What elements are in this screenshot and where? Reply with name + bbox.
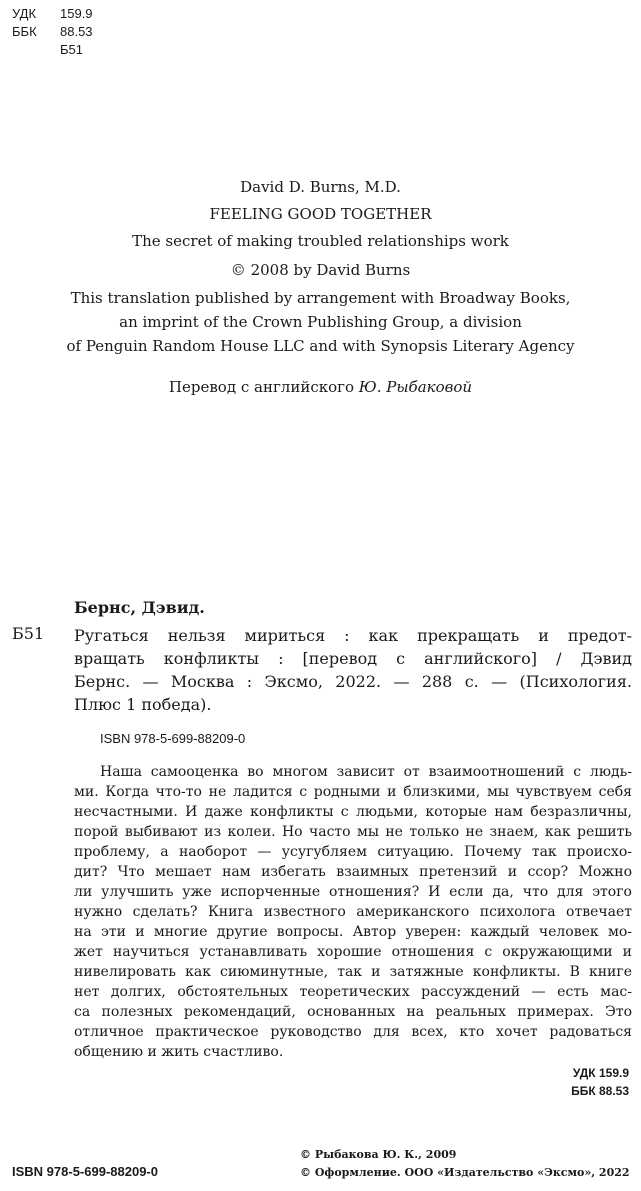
original-title: FEELING GOOD TOGETHER [209,205,432,223]
bottom-udk: УДК 159.9 [572,1066,629,1080]
record-mark: Б51 [12,624,45,643]
original-copyright: © 2008 by David Burns [230,261,411,279]
footer-isbn: ISBN 978-5-699-88209-0 [12,1164,158,1179]
translation-credit [0,378,641,396]
bottom-bbk: ББК 88.53 [571,1084,629,1098]
bbk-value: 88.53 [60,24,93,39]
udk-value: 159.9 [60,6,93,21]
annotation-line: дит? Что мешает нам избегать взаимных претензий и ссор? Можно [74,864,632,880]
annotation-line: общению и жить счастливо. [74,1044,284,1060]
record-title-line: вращать конфликты : [перевод с английского] / Дэвид [74,649,632,668]
annotation-line: нет долгих, обстоятельных теоретических рассуждений — есть мас- [74,984,632,1000]
annotation-line: отличное практическое руководство для всех, кто хочет радоваться [74,1024,632,1040]
annotation-line: нужно сделать? Книга известного американского психолога отвечает [74,904,632,920]
annotation-line: жет научиться устанавливать хорошие отношения с окружающими и [74,944,632,960]
translation-prefix: Перевод с английского [168,378,359,396]
license-line: an imprint of the Crown Publishing Group, a division [119,313,522,331]
annotation-line: ми. Когда что-то не ладится с родными и близкими, мы чувствуем себя [74,784,632,800]
annotation-line: нивелировать как сиюминутные, так и затяжные конфликты. В книге [74,964,632,980]
bbk-label: ББК [12,24,37,39]
record-title-line: Ругаться нельзя мириться : как прекращать и предот- [74,626,632,645]
copyright-translation: © Рыбакова Ю. К., 2009 [300,1148,457,1161]
record-title-line: Плюс 1 победа). [74,695,212,714]
annotation-line: порой выбивают из колеи. Но часто мы не только не знаем, как решить [74,824,632,840]
annotation-line: на эти и многие другие вопросы. Автор уверен: каждый человек мо- [74,924,632,940]
translator-name: Ю. Рыбаковой [358,378,473,396]
original-author: David D. Burns, M.D. [240,178,401,196]
record-author-heading: Бернс, Дэвид. [74,598,205,617]
original-subtitle: The secret of making troubled relationships work [132,232,509,250]
record-isbn: ISBN 978-5-699-88209-0 [100,731,246,746]
annotation-line: ли улучшить уже испорченные отношения? И если да, что для этого [74,884,632,900]
annotation-line: Наша самооценка во многом зависит от взаимоотношений с людь- [100,764,632,780]
record-title-line: Бернс. — Москва : Эксмо, 2022. — 288 с. — (Психология. [74,672,632,691]
author-mark: Б51 [60,42,83,57]
record-title [74,624,632,716]
copyright-design: © Оформление. ООО «Издательство «Эксмо», 2022 [300,1166,630,1179]
license-line: This translation published by arrangement with Broadway Books, [70,289,571,307]
license-line: of Penguin Random House LLC and with Synopsis Literary Agency [66,337,575,355]
udk-label: УДК [12,6,37,21]
annotation [74,762,632,1062]
annotation-line: проблему, а наоборот — усугубляем ситуацию. Почему так происхо- [74,844,632,860]
annotation-line: са полезных рекомендаций, основанных на реальных примерах. Это [74,1004,632,1020]
annotation-line: несчастными. И даже конфликты с людьми, которые нам безразличны, [74,804,632,820]
